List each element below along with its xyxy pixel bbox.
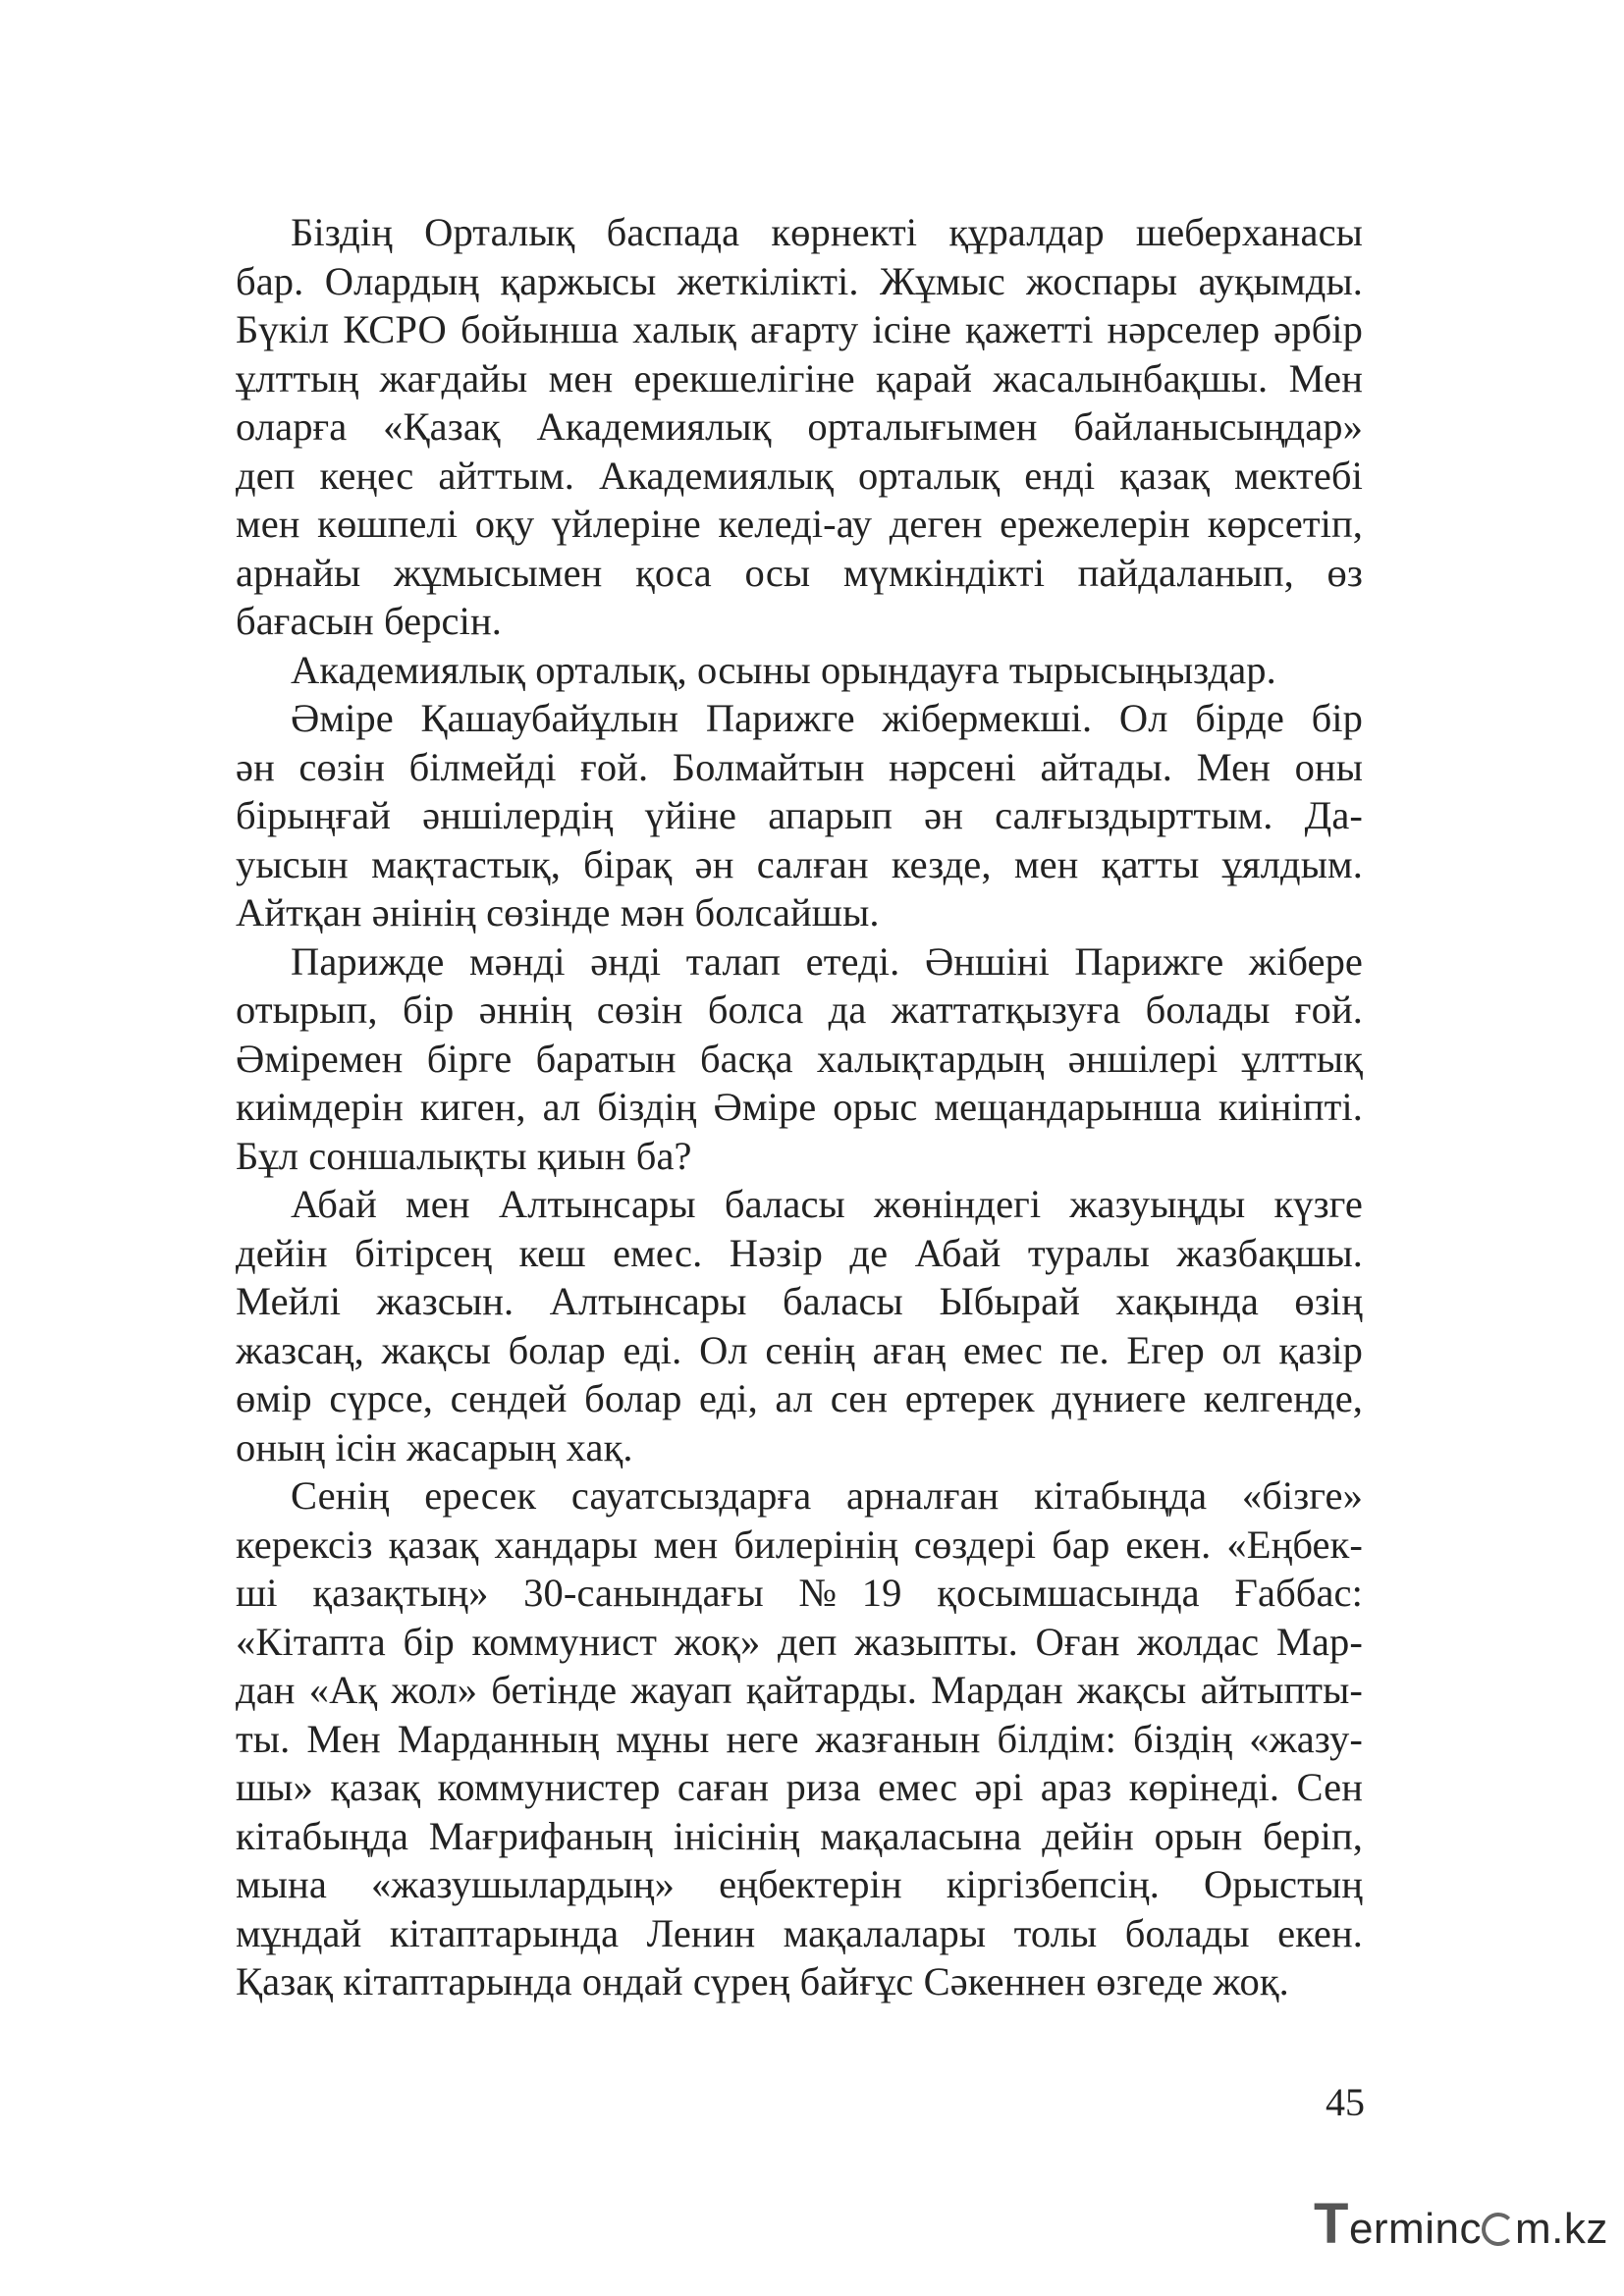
text-line: ты. Мен Марданның мұны неге жазғанын білдім: біздің «жазу- (236, 1716, 1363, 1761)
text-line: Әміре Қашаубайұлын Парижге жібермекші. Ол бірде бір (291, 696, 1363, 740)
page-body (236, 208, 1363, 2006)
text-line: Парижде мәнді әнді талап етеді. Әншіні Парижге жібере (291, 938, 1363, 984)
watermark-text-part1: erminc (1348, 2205, 1482, 2253)
text-line: Әміремен бірге баратын басқа халықтардың әншілері ұлттық (236, 1036, 1363, 1081)
text-line: уысын мақтастық, бірақ ән салған кезде, мен қатты ұялдым. (236, 841, 1363, 886)
text-line: дан «Ақ жол» бетінде жауап қайтарды. Мардан жақсы айтыпты- (236, 1668, 1363, 1712)
text-line: арнайы жұмысымен қоса осы мүмкіндікті пайдаланып, өз (236, 550, 1363, 595)
watermark-letter-t: T (1314, 2192, 1349, 2256)
text-line: Бұл соншалықты қиын ба? (236, 1133, 692, 1178)
text-line: бағасын берсін. (236, 599, 502, 643)
text-line: ән сөзін білмейді ғой. Болмайтын нәрсені айтады. Мен оны (236, 744, 1363, 789)
text-line: Сенің ересек сауатсыздарға арналған кітабыңда «бізге» (291, 1473, 1363, 1518)
text-line: «Кітапта бір коммунист жоқ» деп жазыпты. Оған жолдас Мар- (236, 1619, 1363, 1664)
site-watermark (1314, 2191, 1608, 2256)
text-line: өмір сүрсе, сендей болар еді, ал сен ертерек дүниеге келгенде, (236, 1376, 1363, 1420)
text-line: бар. Олардың қаржысы жеткілікті. Жұмыс жоспары ауқымды. (236, 258, 1363, 303)
text-line: Айтқан әнінің сөзінде мән болсайшы. (236, 890, 880, 934)
text-line: оларға «Қазақ Академиялық орталығымен байланысыңдар» (236, 404, 1363, 449)
text-line: жазсаң, жақсы болар еді. Ол сенің ағаң емес пе. Егер ол қазір (236, 1327, 1363, 1372)
paragraph (236, 208, 1363, 646)
text-line: дейін бітірсең кеш емес. Нәзір де Абай туралы жазбақшы. (236, 1230, 1363, 1275)
text-line: кітабыңда Мағрифаның інісінің мақаласына дейін орын беріп, (236, 1813, 1363, 1858)
text-line: оның ісін жасарың хақ. (236, 1424, 633, 1469)
paragraph (236, 646, 1363, 695)
text-line: киімдерін киген, ал біздің Әміре орыс мещандарынша киініпті. (236, 1085, 1363, 1129)
paragraph (236, 1471, 1363, 2006)
watermark-text-part2: m.kz (1514, 2205, 1608, 2253)
text-line: мен көшпелі оқу үйлеріне келеді-ау деген ережелерін көрсетіп, (236, 502, 1363, 546)
text-line: Мейлі жазсын. Алтынсары баласы Ыбырай хақында өзің (236, 1279, 1363, 1323)
text-line: мына «жазушылардың» еңбектерін кіргізбепсің. Орыстың (236, 1862, 1363, 1906)
text-line: Біздің Орталық баспада көрнекті құралдар шеберханасы (291, 210, 1363, 254)
text-line: Академиялық орталық, осыны орындауға тырысыңыздар. (291, 647, 1276, 692)
paragraph (236, 937, 1363, 1181)
page-number: 45 (1326, 2080, 1365, 2124)
text-line: Қазақ кітаптарында ондай сүрең байғұс Сәкеннен өзгеде жоқ. (236, 1959, 1289, 2003)
text-line: мұндай кітаптарында Ленин мақалалары толы болады екен. (236, 1910, 1363, 1955)
text-line: Бүкіл КСРО бойынша халық ағарту ісіне қажетті нәрселер әрбір (236, 307, 1363, 351)
text-line: ші қазақтың» 30-санындағы №19 қосымшасында Ғаббас: (236, 1571, 1363, 1615)
text-line: керексіз қазақ хандары мен билерінің сөздері бар екен. «Еңбек- (236, 1522, 1363, 1567)
text-line: бірыңғай әншілердің үйіне апарып ән салғыздырттым. Да- (236, 793, 1363, 837)
text-line: ұлттың жағдайы мен ерекшелігіне қарай жасалынбақшы. Мен (236, 355, 1363, 400)
paragraph (236, 694, 1363, 937)
text-line: деп кеңес айттым. Академиялық орталық енді қазақ мектебі (236, 453, 1363, 498)
paragraph (236, 1180, 1363, 1471)
text-line: Абай мен Алтынсары баласы жөніндегі жазуыңды күзге (291, 1182, 1363, 1226)
text-line: шы» қазақ коммунистер саған риза емес әрі араз көрінеді. Сен (236, 1765, 1363, 1809)
text-line: отырып, бір әннің сөзін болса да жаттатқызуға болады ғой. (236, 988, 1363, 1032)
watermark-swoosh-icon (1482, 2213, 1515, 2246)
